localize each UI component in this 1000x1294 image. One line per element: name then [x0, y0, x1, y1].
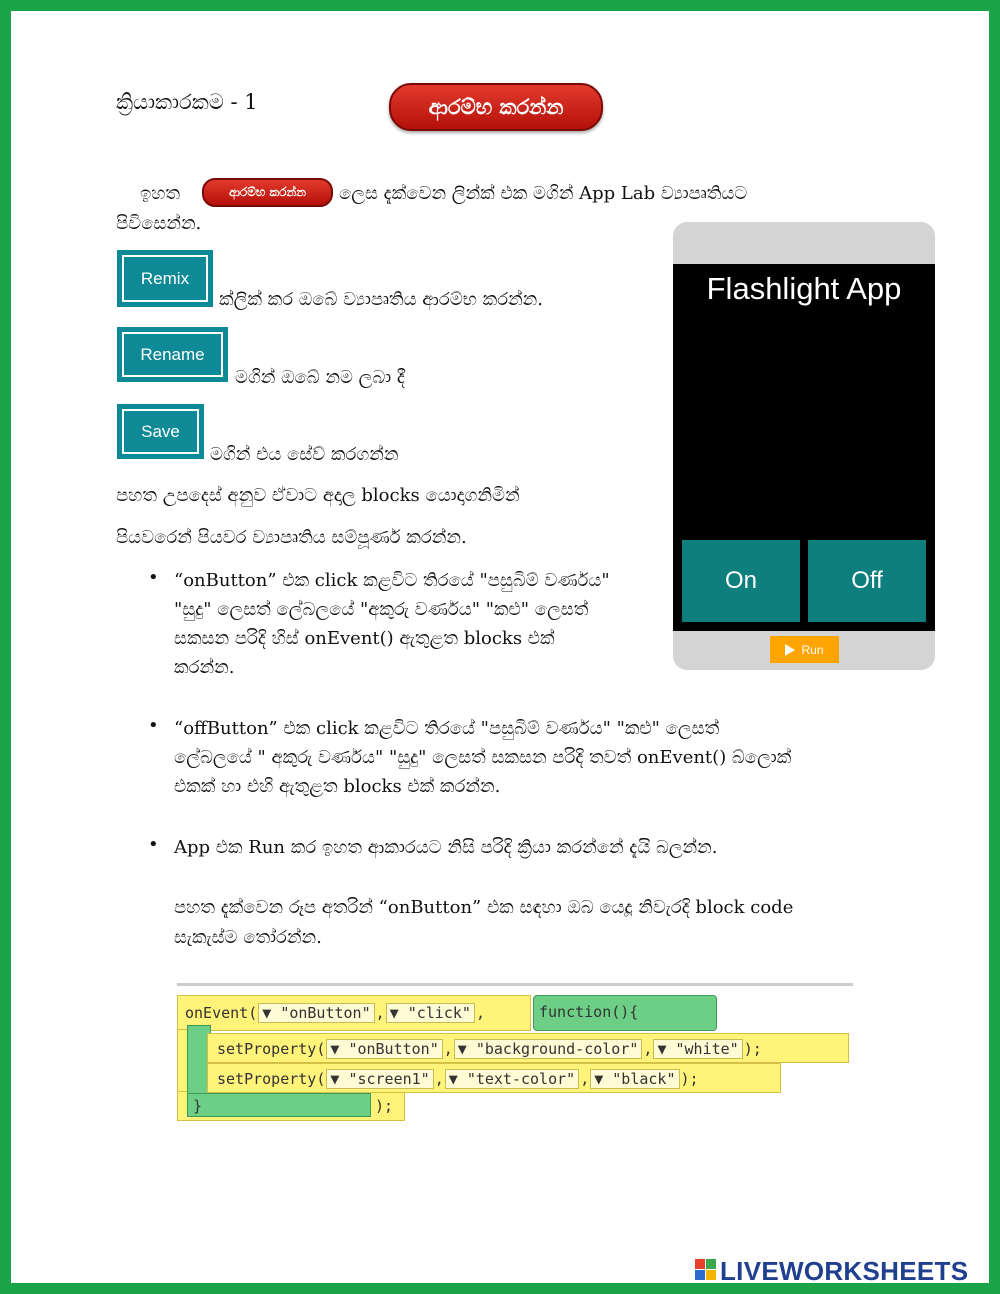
start-link-inline[interactable]: ආරම්භ කරන්න: [202, 178, 333, 207]
bullet1-line-2: "සුදු" ලෙසත් ලේබලයේ "අකුරු වර්ණය" "කළු" ලෙසත්: [174, 599, 589, 620]
bullet-dot-3: •: [148, 834, 159, 855]
question-line-1: පහත දැක්වෙන රූප අතරින් “onButton” එක සඳහා ඔබ යෙදූ නිවැරදි block code: [174, 897, 794, 918]
code-close-end: );: [375, 1097, 394, 1115]
instruction-line-1: පහත උපදෙස් අනුව ඒවාට අදාල blocks යොදාගනිමින්: [116, 485, 520, 506]
code-line-3: setProperty( ▼ "screen1" , ▼ "text-color" , ▼ "black" );: [217, 1070, 699, 1088]
run-label: Run: [801, 642, 824, 657]
code-top-rule: [177, 983, 853, 986]
phone-app-title: Flashlight App: [706, 271, 902, 306]
code-line-1: onEvent( ▼ "onButton" , ▼ "click" ,: [185, 1004, 485, 1022]
save-text: මගින් එය සේව් කරගන්න: [210, 444, 399, 465]
bullet1-line-1: “onButton” එක click කළවිට තිරයේ "පසුබිම් වර්ණය": [174, 570, 610, 591]
remix-label: Remix: [122, 255, 208, 302]
rename-text: මගින් ඔබේ නම ලබා දී: [235, 367, 405, 388]
function-footer: [187, 1093, 371, 1117]
bullet-dot-1: •: [148, 567, 159, 588]
remix-text: ක්ලික් කර ඔබේ ව්‍යාපෘතිය ආරම්භ කරන්න.: [219, 289, 544, 310]
rename-label: Rename: [122, 332, 223, 377]
run-button[interactable]: [770, 636, 839, 663]
instruction-line-2: පියවරෙන් පියවර ව්‍යාපෘතිය සම්පූර්ණ කරන්න.: [116, 527, 467, 548]
phone-preview: [673, 222, 935, 670]
start-button[interactable]: ආරම්භ කරන්න: [389, 83, 603, 131]
save-button[interactable]: [117, 404, 204, 459]
intro-line2: පිවිසෙන්න.: [116, 213, 202, 234]
activity-title: ක්‍රියාකාරකම - 1: [116, 90, 258, 114]
question-line-2: සැකැස්ම තෝරන්න.: [174, 927, 322, 948]
code-close-brace: }: [193, 1097, 203, 1115]
bullet2-line-2: ලේබලයේ " අකුරු වර්ණය" "සුදු" ලෙසත් සකසන පරිදි තවත් onEvent() බ්ලොක්: [174, 747, 792, 768]
function-keyword: function(){: [539, 1003, 639, 1021]
bullet2-line-3: එකක් හා එහි ඇතුළත blocks එක් කරන්න.: [174, 776, 501, 797]
bullet-dot-2: •: [148, 715, 159, 736]
code-line-2: setProperty( ▼ "onButton" , ▼ "background-color" , ▼ "white" );: [217, 1040, 762, 1058]
off-button[interactable]: Off: [808, 540, 926, 622]
liveworksheets-brand: LIVEWORKSHEETS: [720, 1256, 969, 1286]
intro-after: ලෙස දැක්වෙන ලින්ක් එක මගින් App Lab ව්‍යාපෘතියට: [339, 183, 748, 204]
bullet3-text: App එක Run කර ඉහත ආකාරයට නිසි පරිදි ක්‍රියා කරන්නේ දැයි බලන්න.: [174, 837, 718, 858]
on-button[interactable]: On: [682, 540, 800, 622]
code-block-image[interactable]: [177, 983, 853, 1123]
bullet2-line-1: “offButton” එක click කළවිට තිරයේ "පසුබිම් වර්ණය" "කළු" ලෙසත්: [174, 718, 720, 739]
rename-button[interactable]: [117, 327, 228, 382]
bullet1-line-4: කරන්න.: [174, 657, 235, 678]
liveworksheets-logo-icon: [695, 1259, 717, 1281]
play-icon: [785, 644, 795, 656]
save-label: Save: [122, 409, 199, 454]
bullet1-line-3: සකසන පරිදි හිස් onEvent() ඇතුළත blocks එක්: [174, 628, 555, 649]
intro-before: ඉහත: [140, 183, 181, 204]
remix-button[interactable]: [117, 250, 213, 307]
